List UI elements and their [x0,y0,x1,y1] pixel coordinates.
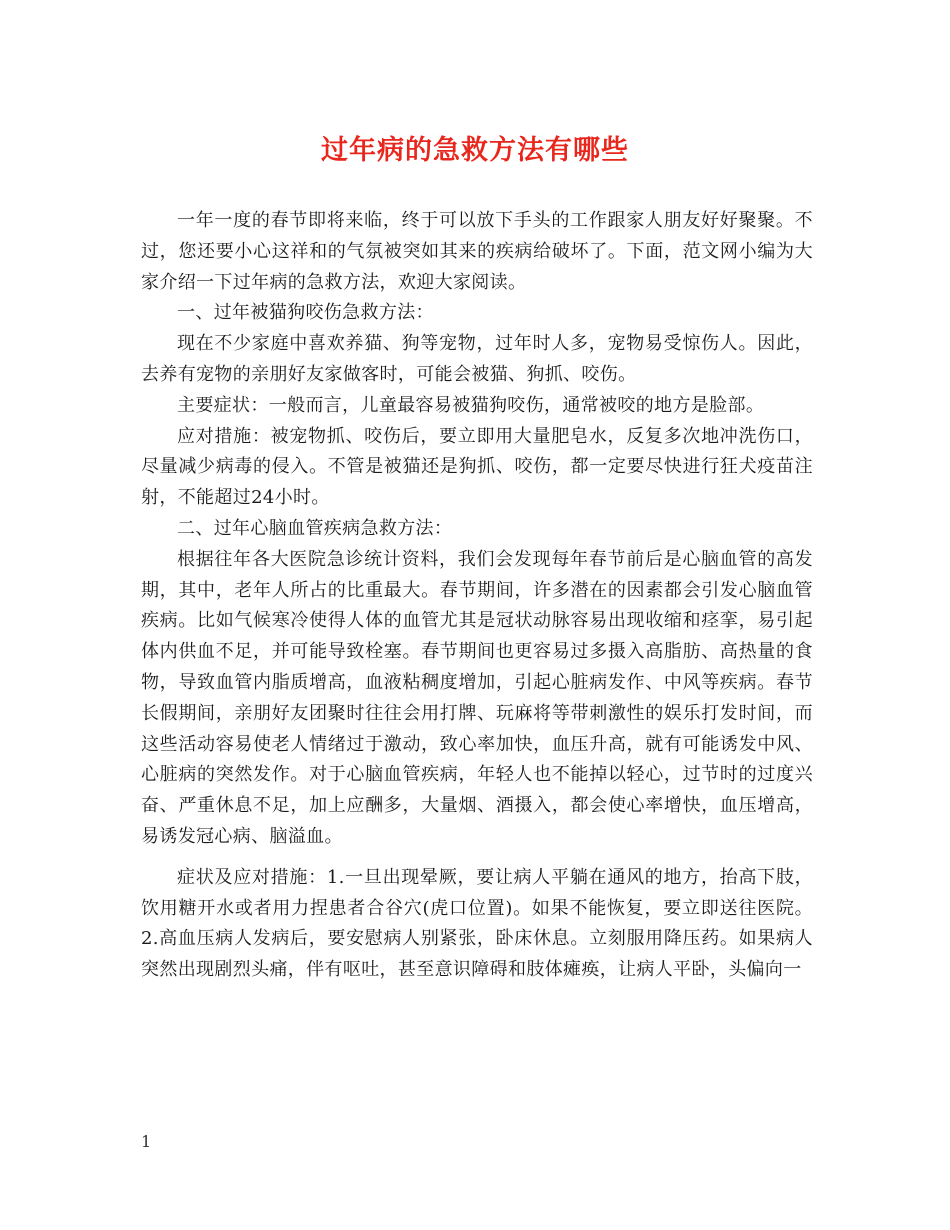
paragraph-pet-context: 现在不少家庭中喜欢养猫、狗等宠物，过年时人多，宠物易受惊伤人。因此，去养有宠物的亲朋好友家做客时，可能会被猫、狗抓、咬伤。 [141,333,813,385]
section-heading-cardio: 二、过年心脑血管疾病急救方法： [177,517,453,539]
paragraph-pet-symptoms: 主要症状：一般而言，儿童最容易被猫狗咬伤，通常被咬的地方是脸部。 [177,394,765,416]
document-body [141,206,813,986]
document-title: 过年病的急救方法有哪些 [321,135,629,166]
page-number: 1 [141,1132,152,1151]
paragraph-cardio-measures: 症状及应对措施：1.一旦出现晕厥，要让病人平躺在通风的地方，抬高下肢，饮用糖开水或者用力捏患者合谷穴(虎口位置)。如果不能恢复，要立即送往医院。2.高血压病人发病后，要安慰病人别紧张，卧床休息。立刻服用降压药。如果病人突然出现剧烈头痛，伴有呕吐，甚至意识障碍和肢体瘫痪，让病人平卧，头偏向一 [141,866,813,981]
paragraph-intro: 一年一度的春节即将来临，终于可以放下手头的工作跟家人朋友好好聚聚。不过，您还要小心这祥和的气氛被突如其来的疾病给破坏了。下面，范文网小编为大家介绍一下过年病的急救方法，欢迎大家阅读。 [141,210,813,293]
paragraph-cardio-context: 根据往年各大医院急诊统计资料，我们会发现每年春节前后是心脑血管的高发期，其中，老年人所占的比重最大。春节期间，许多潜在的因素都会引发心脑血管疾病。比如气候寒冷使得人体的血管尤其是冠状动脉容易出现收缩和痉挛，易引起体内供血不足，并可能导致栓塞。春节期间也更容易过多摄入高脂肪、高热量的食物，导致血管内脂质增高，血液粘稠度增加，引起心脏病发作、中风等疾病。春节长假期间，亲朋好友团聚时往往会用打牌、玩麻将等带刺激性的娱乐打发时间，而这些活动容易使老人情绪过于激动，致心率加快，血压升高，就有可能诱发中风、心脏病的突然发作。对于心脑血管疾病，年轻人也不能掉以轻心，过节时的过度兴奋、严重休息不足，加上应酬多，大量烟、酒摄入，都会使心率增快，血压增高，易诱发冠心病、脑溢血。 [141,548,813,847]
section-heading-pet-bites: 一、过年被猫狗咬伤急救方法： [177,302,434,324]
paragraph-pet-measures: 应对措施：被宠物抓、咬伤后，要立即用大量肥皂水，反复多次地冲洗伤口，尽量减少病毒的侵入。不管是被猫还是狗抓、咬伤，都一定要尽快进行狂犬疫苗注射，不能超过24小时。 [141,425,813,509]
